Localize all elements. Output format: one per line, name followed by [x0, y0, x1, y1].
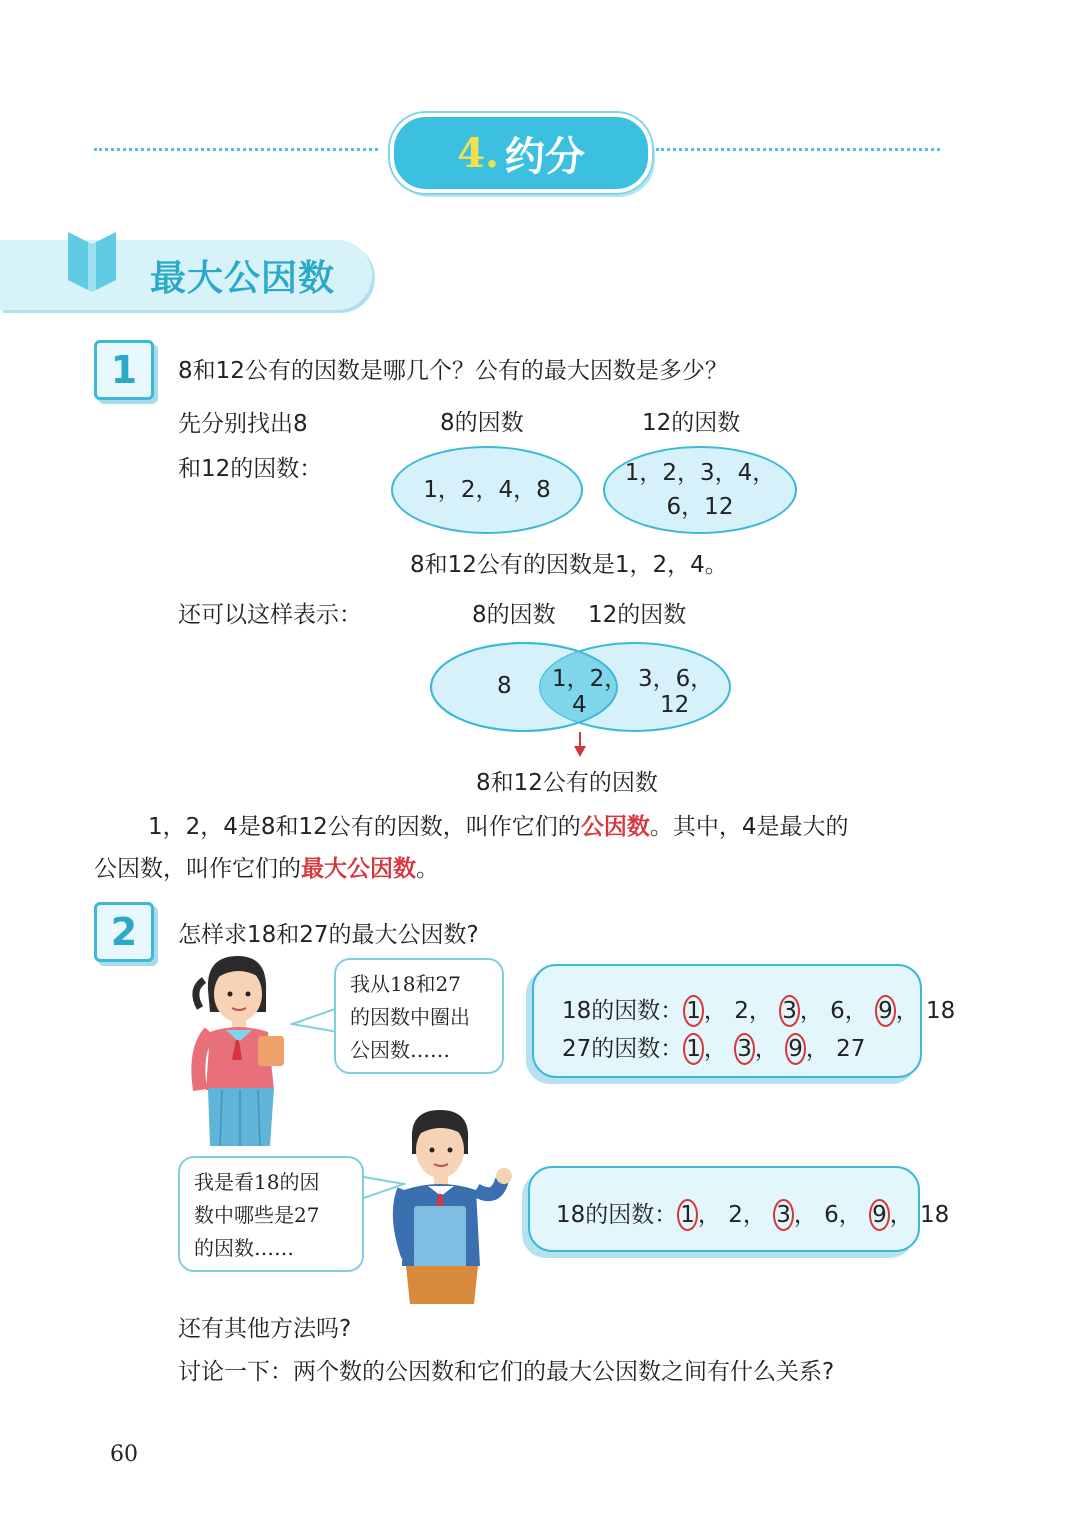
panel2-row: 18的因数： 1 ， 2， 3 ， 6， 9 ， 18 — [556, 1196, 949, 1231]
venn-right-line2: 12 — [660, 692, 690, 718]
circled-value: 1 — [683, 1033, 704, 1065]
example2-question: 怎样求18和27的最大公因数? — [178, 922, 479, 948]
term-common-factor: 公因数 — [580, 814, 650, 840]
venn-right-line1: 3，6， — [638, 666, 714, 692]
panel2-row-label: 18的因数： — [556, 1202, 678, 1228]
circled-value: 3 — [734, 1033, 755, 1065]
value: 18 — [920, 1202, 950, 1228]
circled-value: 9 — [785, 1033, 806, 1065]
boy-speech-bubble — [178, 1156, 364, 1272]
set8-ellipse — [391, 446, 583, 534]
value: 2 — [734, 998, 749, 1024]
value: 18 — [926, 998, 956, 1024]
term-greatest-common-factor: 最大公因数 — [301, 856, 416, 882]
venn-label-8: 8的因数 — [472, 602, 556, 628]
boy-bubble-line-3: 的因数…… — [194, 1236, 294, 1260]
set8-label: 8的因数 — [440, 410, 524, 436]
example-number-badge-1: 1 — [94, 340, 154, 400]
followup-question-2: 讨论一下：两个数的公因数和它们的最大公因数之间有什么关系? — [178, 1359, 835, 1385]
definition-text-4: 。 — [416, 856, 439, 882]
factor-panel-circle-method — [532, 964, 956, 1078]
circled-value: 9 — [869, 1199, 890, 1231]
panel1-row2: 27的因数： 1 ， 3 ， 9 ， 27 — [562, 1030, 865, 1065]
alternative-representation-intro: 还可以这样表示： — [178, 602, 362, 628]
girl-illustration — [186, 950, 296, 1150]
decorative-dotted-line-right — [656, 148, 940, 151]
girl-bubble-tail — [290, 1000, 340, 1040]
circled-value: 1 — [683, 995, 704, 1027]
set12-values-line2: 6，12 — [666, 494, 734, 520]
set8-values: 1，2，4，8 — [423, 477, 551, 503]
chapter-title: 约分 — [504, 132, 585, 180]
venn-left-value: 8 — [497, 673, 512, 699]
definition-line1 — [148, 808, 848, 841]
venn-caption: 8和12公有的因数 — [476, 770, 658, 796]
page-number: 60 — [110, 1442, 138, 1467]
venn-mid-line2: 4 — [572, 692, 587, 718]
boy-bubble-line-1: 我是看18的因 — [194, 1170, 320, 1194]
girl-bubble-line-1: 我从18和27 — [350, 972, 461, 996]
value: 2 — [728, 1202, 743, 1228]
girl-speech-bubble — [334, 958, 504, 1074]
girl-bubble-line-3: 公因数…… — [350, 1038, 450, 1062]
definition-text-1: 1，2，4是8和12公有的因数，叫作它们的 — [148, 814, 581, 840]
chapter-number: 4. — [457, 129, 499, 177]
venn-mid-line1: 1，2， — [552, 666, 628, 692]
value: 27 — [836, 1036, 866, 1062]
factor-panel-check-method — [528, 1166, 950, 1252]
example-number-badge-2: 2 — [94, 902, 154, 962]
section-title: 最大公因数 — [150, 257, 336, 299]
open-book-icon — [62, 228, 122, 294]
panel1-row1-label: 18的因数： — [562, 998, 684, 1024]
followup-question-1: 还有其他方法吗? — [178, 1316, 352, 1342]
panel1-row1: 18的因数： 1 ， 2， 3 ， 6， 9 ， 18 — [562, 992, 955, 1027]
circled-value: 9 — [875, 995, 896, 1027]
definition-line2 — [94, 850, 439, 883]
definition-text-2: 。其中，4是最大的 — [649, 814, 849, 840]
chapter-title-badge — [390, 113, 652, 193]
set12-values-line1: 1，2，3，4， — [624, 460, 776, 486]
common-factors-result: 8和12公有的因数是1，2，4。 — [410, 552, 728, 578]
example1-method-line1: 先分别找出8 — [178, 411, 308, 437]
example1-method-line2: 和12的因数： — [178, 456, 323, 482]
girl-bubble-line-2: 的因数中圈出 — [350, 1005, 470, 1029]
example1-question: 8和12公有的因数是哪几个？公有的最大因数是多少？ — [178, 358, 728, 384]
decorative-dotted-line-left — [94, 148, 378, 151]
venn-arrow-head — [574, 746, 586, 757]
definition-text-3: 公因数，叫作它们的 — [94, 856, 301, 882]
set12-ellipse — [603, 446, 797, 534]
venn-label-12: 12的因数 — [588, 602, 687, 628]
circled-value: 3 — [773, 1199, 794, 1231]
boy-bubble-line-2: 数中哪些是27 — [194, 1203, 320, 1227]
value: 6 — [830, 998, 845, 1024]
circled-value: 3 — [779, 995, 800, 1027]
set12-label: 12的因数 — [642, 410, 741, 436]
value: 6 — [824, 1202, 839, 1228]
panel1-row2-label: 27的因数： — [562, 1036, 684, 1062]
circled-value: 1 — [677, 1199, 698, 1231]
